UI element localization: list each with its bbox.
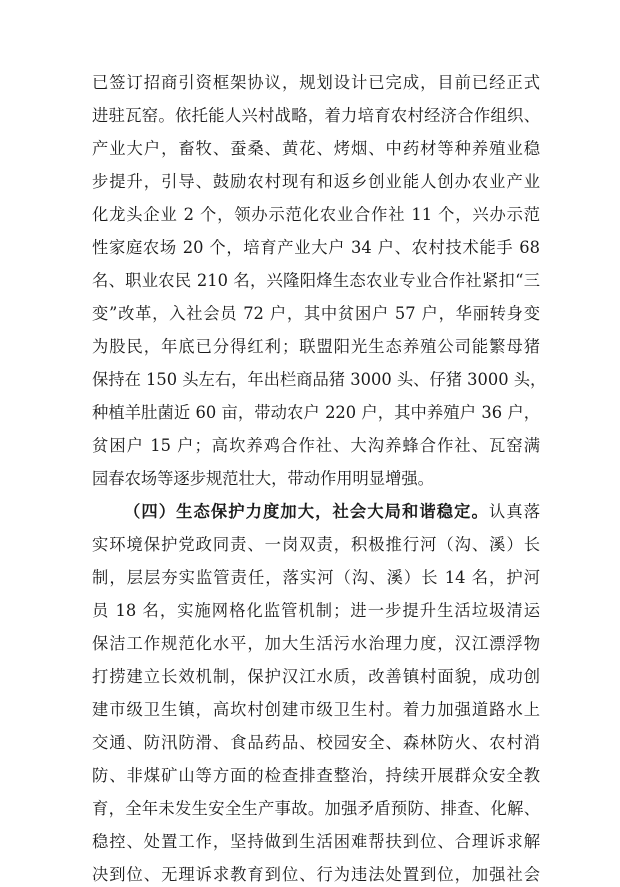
paragraph-line: 保洁工作规范化水平，加大生活污水治理力度，汉江漂浮物 [92, 634, 540, 653]
paragraph-line: 种植羊肚菌近 60 亩，带动农户 220 户，其中养殖户 36 户， [92, 403, 540, 422]
paragraph-line: 制，层层夯实监管责任，落实河（沟、溪）长 14 名，护河 [92, 568, 540, 587]
paragraph-line: 决到位、无理诉求教育到位、行为违法处置到位，加强社会 [92, 865, 540, 884]
paragraph-line: 性家庭农场 20 个，培育产业大户 34 户、农村技术能手 68 [92, 238, 540, 257]
paragraph-line: 已签订招商引资框架协议，规划设计已完成，目前已经正式 [92, 73, 540, 92]
paragraph-line: 建市级卫生镇，高坎村创建市级卫生村。着力加强道路水上 [92, 700, 540, 719]
paragraph-line: 化龙头企业 2 个，领办示范化农业合作社 11 个，兴办示范 [92, 205, 540, 224]
paragraph-text: 认真落 [488, 502, 540, 521]
paragraph-line: 进驻瓦窑。依托能人兴村战略，着力培育农村经济合作组织、 [92, 106, 540, 125]
paragraph-line: 为股民，年底已分得红利；联盟阳光生态养殖公司能繁母猪 [92, 337, 540, 356]
paragraph-line: 保持在 150 头左右，年出栏商品猪 3000 头、仔猪 3000 头， [92, 370, 547, 389]
paragraph-line: 打捞建立长效机制，保护汉江水质，改善镇村面貌，成功创 [92, 667, 540, 686]
paragraph-line: 稳控、处置工作，坚持做到生活困难帮扶到位、合理诉求解 [92, 832, 540, 851]
paragraph-line: 育，全年未发生安全生产事故。加强矛盾预防、排查、化解、 [92, 799, 540, 818]
paragraph-line: 产业大户，畜牧、蚕桑、黄花、烤烟、中药材等种养殖业稳 [92, 139, 540, 158]
paragraph-line: 名、职业农民 210 名，兴隆阳烽生态农业专业合作社紧扣“三 [92, 271, 540, 290]
paragraph-line: 防、非煤矿山等方面的检查排查整治，持续开展群众安全教 [92, 766, 540, 785]
paragraph-line: 步提升，引导、鼓励农村现有和返乡创业能人创办农业产业 [92, 172, 540, 191]
paragraph-line: 贫困户 15 户；高坎养鸡合作社、大沟养蜂合作社、瓦窑满 [92, 436, 540, 455]
section-heading: （四）生态保护力度加大，社会大局和谐稳定。 [124, 502, 489, 521]
paragraph-line: 员 18 名，实施网格化监管机制；进一步提升生活垃圾清运 [92, 601, 540, 620]
paragraph-line: 变”改革，入社会员 72 户，其中贫困户 57 户，华丽转身变 [92, 304, 540, 323]
paragraph-line: 交通、防汛防滑、食品药品、校园安全、森林防火、农村消 [92, 733, 540, 752]
paragraph-line: 园春农场等逐步规范壮大，带动作用明显增强。 [92, 469, 434, 488]
paragraph-line: 实环境保护党政同责、一岗双责，积极推行河（沟、溪）长 [92, 535, 540, 554]
paragraph-first-line [124, 500, 540, 524]
